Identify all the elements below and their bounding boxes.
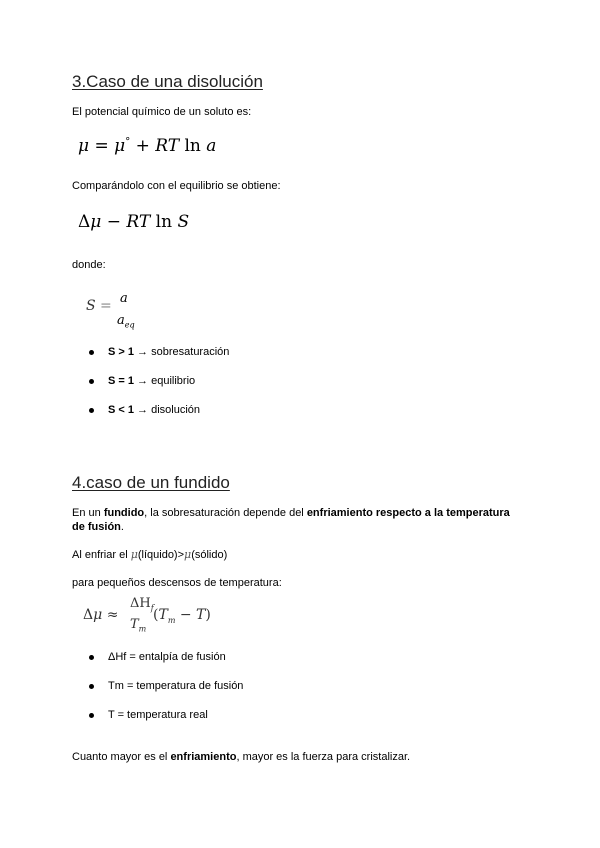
section-3-donde: donde: [72,259,106,271]
eq1-degree: ° [125,136,131,148]
mu-symbol: μ [130,548,138,561]
list-item [108,709,208,721]
text-run: , la sobresaturación depende del [144,507,307,519]
text-run: , mayor es la fuerza para cristalizar. [236,751,411,763]
list-item [108,375,195,387]
text-run: . [120,521,124,533]
bullet-icon [89,408,94,413]
section-4-title: 4.caso de un fundido [72,473,230,492]
eq4-t1: T [158,607,168,623]
bullet-icon [89,684,94,689]
list-item [108,651,226,663]
bullet-icon [89,379,94,384]
bullet-icon [89,713,94,718]
equation-undercooling [83,607,118,623]
bullet-text: ΔHf = entalpía de fusión [108,651,226,663]
bullet-condition: S < 1 [108,404,134,416]
eq4-paren-open: ( [153,607,159,623]
eq4-den-sub: m [138,624,147,634]
eq3-numerator: a [120,291,128,306]
list-item [108,346,229,358]
eq4-minus: − [179,607,192,623]
eq1-equals: = [94,136,109,156]
arrow-icon: → [134,375,152,387]
bold-run: de fusión [72,521,121,533]
equation-chemical-potential [78,136,216,156]
bullet-text: Tm = temperatura de fusión [108,680,244,692]
eq1-ln: ln [184,136,201,156]
equation-supersaturation-ratio [86,298,112,314]
bullet-icon [89,655,94,660]
eq1-plus: + [135,136,150,156]
bold-run: enfriamiento respecto a la temperatura [306,507,510,519]
eq4-num-sub: f [150,603,154,613]
eq4-paren-close: ) [205,607,211,623]
eq4-denominator [130,617,146,634]
eq4-approx: ≈ [106,607,119,623]
eq3-s: S [86,298,96,314]
eq4-parenthesis-term [153,607,211,625]
section-3-title: 3.Caso de una disolución [72,72,263,91]
eq3-equals: = [100,298,112,314]
eq2-s: S [177,212,190,232]
text-run: En un [72,507,104,519]
eq2-minus: − [106,212,121,232]
eq1-mu: μ [78,136,90,156]
eq4-numerator [130,596,154,613]
eq4-den-t: T [130,617,139,632]
section-4-conclusion [72,751,410,763]
bullet-condition: S > 1 [108,346,134,358]
section-4-paragraph-1-line-2 [72,521,124,533]
bold-run: enfriamiento [170,751,237,763]
mu-symbol: μ [184,548,192,561]
eq1-rt: RT [155,136,180,156]
eq4-t1-sub: m [167,615,176,625]
equation-delta-mu [78,212,189,232]
section-4-paragraph-2 [72,548,227,561]
eq4-num-dh: ΔH [130,596,151,611]
eq3-denominator [117,313,135,330]
arrow-icon: → [134,346,152,358]
eq3-den-sub: eq [124,320,135,330]
bullet-text: disolución [151,404,201,416]
eq4-mu: μ [93,607,103,623]
bullet-condition: S = 1 [108,375,134,387]
eq2-rt: RT [126,212,151,232]
eq1-mu0: μ [114,136,126,156]
eq1-a: a [206,136,217,156]
eq2-mu: μ [90,212,102,232]
section-3-compare: Comparándolo con el equilibrio se obtiene: [72,180,281,192]
bullet-text: sobresaturación [151,346,230,358]
eq3-den-a: a [117,313,125,328]
eq2-ln: ln [155,212,173,232]
bullet-text: equilibrio [151,375,196,387]
text-run: Cuanto mayor es el [72,751,171,763]
list-item [108,404,200,416]
eq4-delta: Δ [83,607,94,623]
arrow-icon: → [134,404,152,416]
eq2-delta: Δ [78,212,91,232]
text-run: (sólido) [191,549,228,561]
eq4-t2: T [196,607,206,623]
bold-run: fundido [103,507,145,519]
section-3-intro: El potencial químico de un soluto es: [72,106,252,118]
bullet-icon [89,350,94,355]
list-item [108,680,243,692]
section-4-paragraph-3: para pequeños descensos de temperatura: [72,577,282,589]
bullet-text: T = temperatura real [108,709,208,721]
text-run: (líquido)> [137,549,185,561]
section-4-paragraph-1-line-1 [72,507,510,519]
text-run: Al enfriar el [72,549,131,561]
